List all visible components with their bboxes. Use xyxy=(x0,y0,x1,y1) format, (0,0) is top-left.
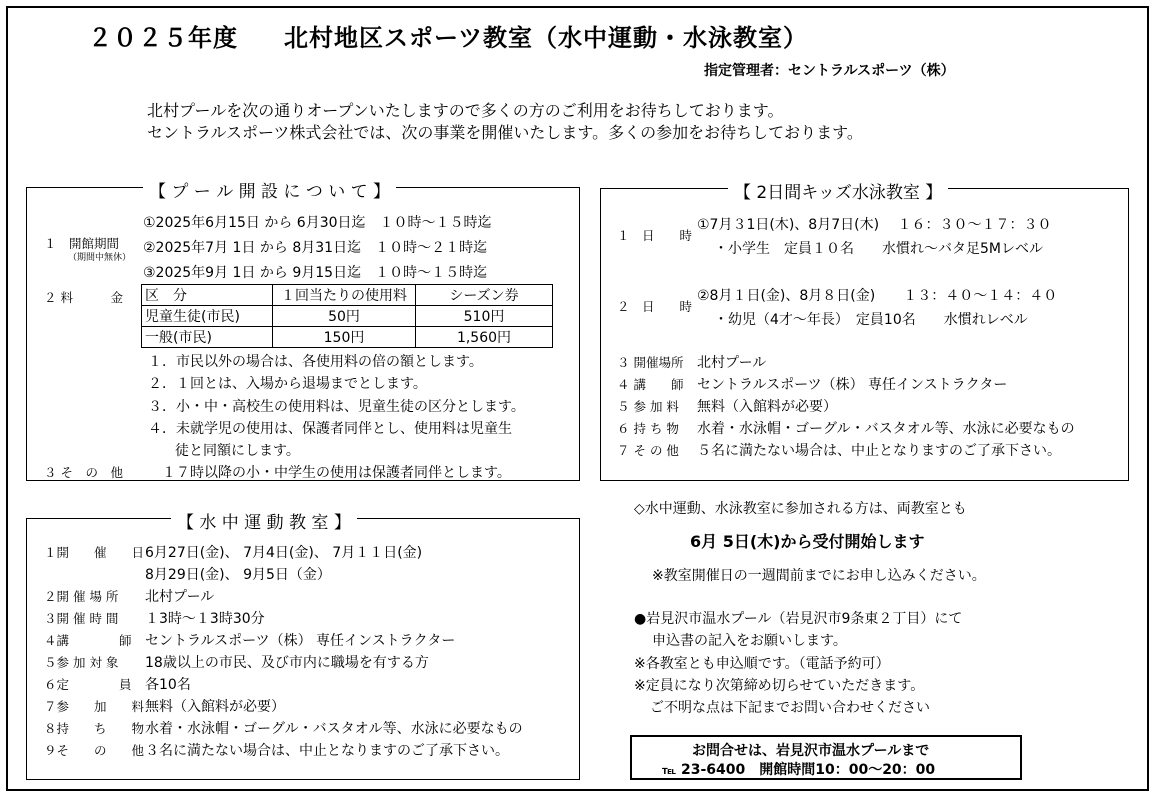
contact-box xyxy=(630,735,1022,780)
period-1: ①2025年6月15日 から 6月30日迄 １０時～１５時迄 xyxy=(143,215,492,231)
fee-table xyxy=(141,284,553,348)
fee-header-row xyxy=(142,285,553,306)
aqua-label: ４講 師 xyxy=(44,633,132,648)
fee-row-child xyxy=(142,306,553,327)
fee-cell: 一般(市民) xyxy=(142,327,273,348)
fee-cell: 510円 xyxy=(416,306,553,327)
kids-label: ３ 開催場所 xyxy=(617,355,684,370)
aqua-label: ８持 ち 物 xyxy=(44,721,145,736)
kids-day1-label: １ 日 時 xyxy=(617,228,693,243)
kids-label: ５ 参 加 料 xyxy=(617,399,679,414)
registration-note4: ご不明な点は下記までお問い合わせください xyxy=(650,700,930,716)
pool-other-text: １７時以降の小・中学生の使用は保護者同伴とします。 xyxy=(162,465,511,481)
aqua-value: 8月29日(金)、 9月5日（金） xyxy=(145,567,331,583)
registration-note3: ※定員になり次第締め切らせていただきます。 xyxy=(634,678,925,694)
fee-cell: 150円 xyxy=(273,327,416,348)
registration-line1: ◇水中運動、水泳教室に参加される方は、両教室とも xyxy=(634,501,967,517)
kids-label: ６ 持 ち 物 xyxy=(617,421,679,436)
aqua-label: ３開 催 時 間 xyxy=(44,611,119,626)
intro-text xyxy=(147,100,863,144)
pool-section-title: 【 プ ー ル 開 設 に つ い て 】 xyxy=(143,177,396,202)
kids-value: ５名に満たない場合は、中止となりますのご了承下さい。 xyxy=(697,443,1061,459)
kids-day2-label: ２ 日 時 xyxy=(617,299,693,314)
fee-header-category: 区 分 xyxy=(142,285,273,306)
fee-cell: 50円 xyxy=(273,306,416,327)
aqua-label: ５参 加 対 象 xyxy=(44,655,119,670)
aqua-value: 水着・水泳帽・ゴーグル・バスタオル等、水泳に必要なもの xyxy=(145,721,523,737)
intro-line-2: セントラルスポーツ株式会社では、次の事業を開催いたします。多くの参加をお待ちしております。 xyxy=(147,123,863,142)
period-2: ②2025年7月 1日 から 8月31日迄 １０時～２１時迄 xyxy=(143,240,488,256)
aqua-value: セントラルスポーツ（株） 専任インストラクター xyxy=(145,633,456,649)
aqua-value: １3時～１3時30分 xyxy=(145,611,265,627)
fee-header-season: シーズン券 xyxy=(416,285,553,306)
registration-place2: 申込書の記入をお願いします。 xyxy=(652,633,847,649)
period-label: １ 開館期間 xyxy=(44,236,120,251)
aqua-section-title: 【 水 中 運 動 教 室 】 xyxy=(171,508,357,533)
kids-value: 北村プール xyxy=(697,355,767,371)
aqua-label: ７参 加 料 xyxy=(44,699,145,714)
period-note: （期間中無休） xyxy=(68,253,132,263)
kids-value: 水着・水泳帽・ゴーグル・バスタオル等、水泳に必要なもの xyxy=(697,421,1075,437)
kids-value: 無料（入館料が必要） xyxy=(697,399,837,415)
kids-label: ７ そ の 他 xyxy=(617,443,679,458)
pool-note-3: ３．小・中・高校生の使用料は、児童生徒の区分とします。 xyxy=(148,399,525,415)
period-3: ③2025年9月 1日 から 9月15日迄 １０時～１５時迄 xyxy=(143,265,488,281)
pool-other-label: ３ そ の 他 xyxy=(44,465,123,480)
registration-note1: ※教室開催日の一週間前までにお申し込みください。 xyxy=(652,568,986,584)
fee-cell: 1,560円 xyxy=(416,327,553,348)
aqua-label: １開 催 日 xyxy=(44,545,145,560)
aqua-value: 6月27日(金)、 7月4日(金)、 7月１１日(金) xyxy=(145,545,423,561)
registration-start: 6月 5日(木)から受付開始します xyxy=(690,532,925,551)
kids-day1-line1: ①7月３1日(木)、8月7日(木) １６：３０～１７：３０ xyxy=(697,217,1052,233)
pool-note-2: ２．１回とは、入場から退場までとします。 xyxy=(148,376,427,392)
kids-section-title: 【 2日間キッズ水泳教室 】 xyxy=(728,178,948,203)
fee-header-single: １回当たりの使用料 xyxy=(273,285,416,306)
pool-note-4-cont: 徒と同額にします。 xyxy=(175,443,300,459)
manager-line: 指定管理者：セントラルスポーツ（株） xyxy=(704,63,955,79)
aqua-value: 18歳以上の市民、及び市内に職場を有する方 xyxy=(145,655,429,671)
registration-note2: ※各教室とも申込順です。（電話予約可） xyxy=(634,656,890,672)
aqua-label: ９そ の 他 xyxy=(44,743,145,758)
intro-line-1: 北村プールを次の通りオープンいたしますので多くの方のご利用をお待ちしております。 xyxy=(147,101,784,120)
aqua-value: 各10名 xyxy=(145,677,191,693)
title-text: 北村地区スポーツ教室（水中運動・水泳教室） xyxy=(284,24,809,52)
kids-value: セントラルスポーツ（株） 専任インストラクター xyxy=(697,377,1008,393)
aqua-value: 北村プール xyxy=(145,589,215,605)
fee-cell: 児童生徒(市民) xyxy=(142,306,273,327)
kids-day2-line2: ・幼児（4才～年長） 定員10名 水慣れレベル xyxy=(714,312,1028,328)
registration-place1: ●岩見沢市温水プール（岩見沢市9条東２丁目）にて xyxy=(634,611,963,627)
page-title xyxy=(88,18,808,53)
telephone-icon: ℡ xyxy=(662,764,677,777)
aqua-label: ６定 員 xyxy=(44,677,132,692)
fee-label: ２ 料 金 xyxy=(44,290,123,305)
aqua-value: 無料（入館料が必要） xyxy=(145,699,285,715)
contact-line2 xyxy=(662,759,935,779)
kids-label: ４ 講 師 xyxy=(617,377,684,392)
pool-note-1: １．市民以外の場合は、各使用料の倍の額とします。 xyxy=(148,354,483,370)
fee-row-general xyxy=(142,327,553,348)
kids-day1-line2: ・小学生 定員１０名 水慣れ～バタ足5Mレベル xyxy=(714,241,1043,257)
contact-phone-hours: 23-6400 開館時間10：00～20：00 xyxy=(680,762,936,778)
pool-note-4: ４．未就学児の使用は、保護者同伴とし、使用料は児童生 xyxy=(148,421,512,437)
title-year: ２０２５年度 xyxy=(88,24,238,52)
aqua-label: ２開 催 場 所 xyxy=(44,589,119,604)
kids-day2-line1: ②8月１日(金)、8月８日(金) １３：４０～１４：４０ xyxy=(697,288,1058,304)
contact-line1: お問合せは、岩見沢市温水プールまで xyxy=(692,743,930,759)
aqua-value: ３名に満たない場合は、中止となりますのご了承下さい。 xyxy=(145,743,509,759)
